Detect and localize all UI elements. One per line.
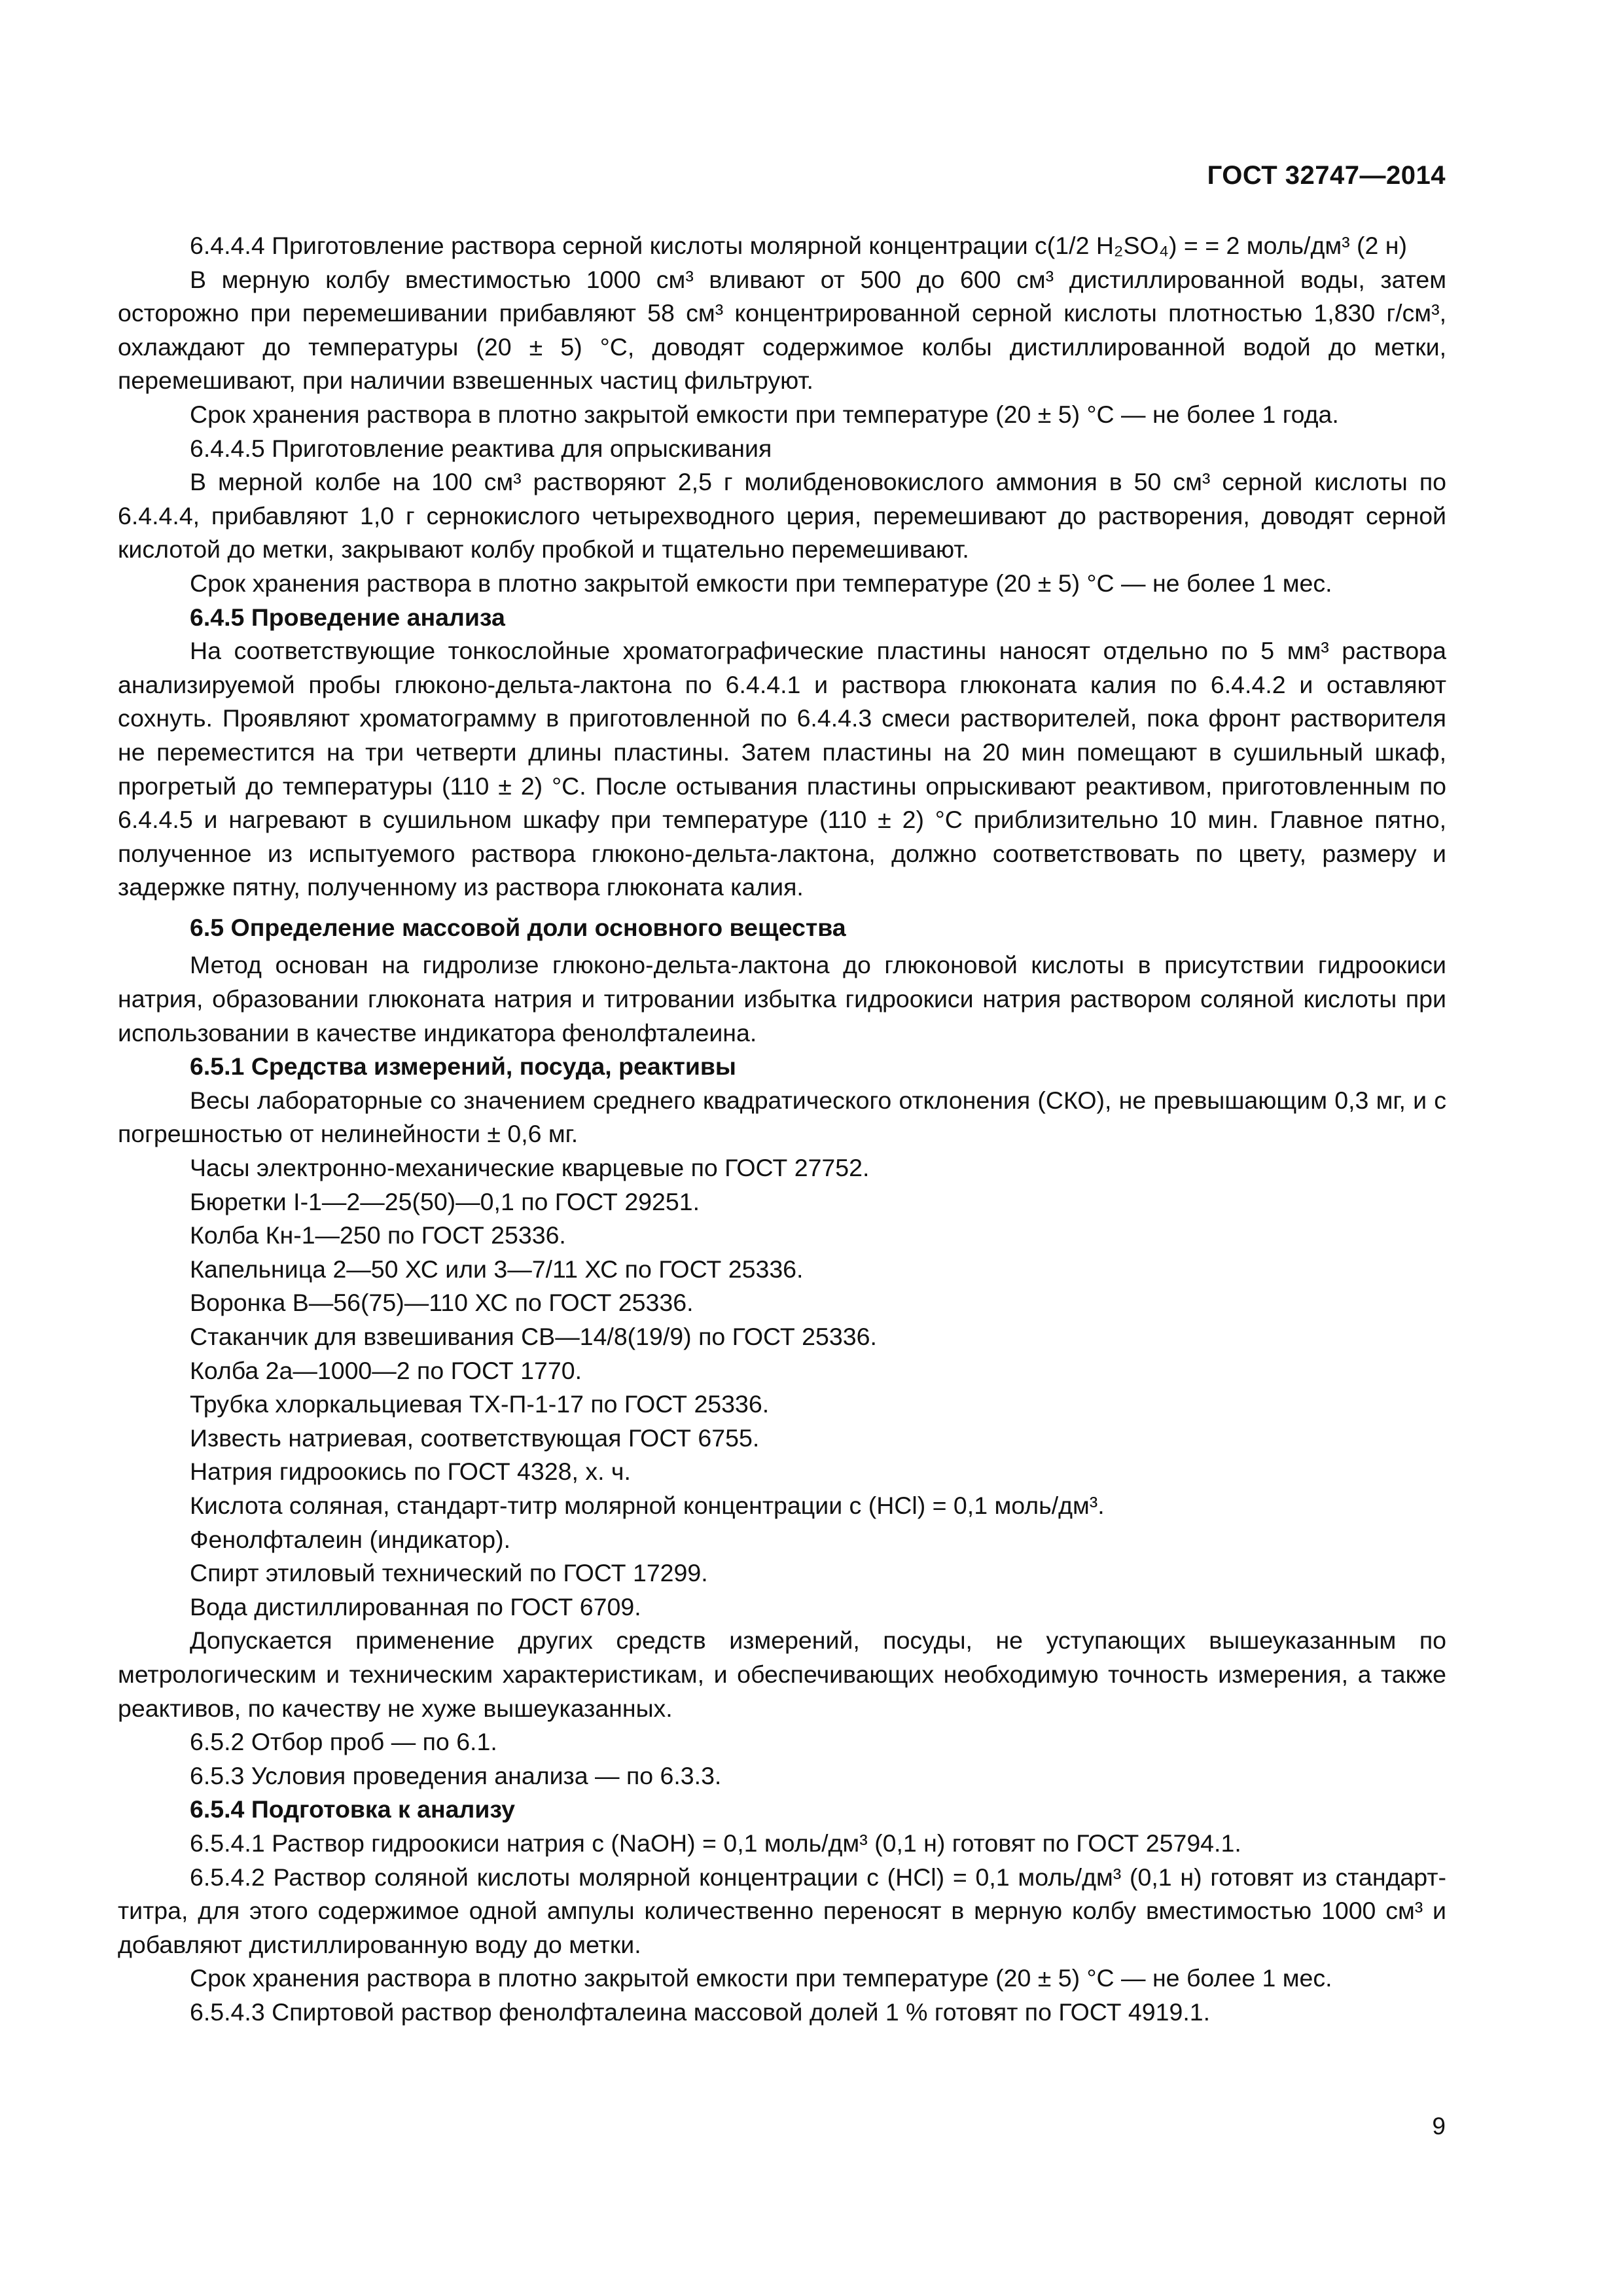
list-item: Натрия гидроокись по ГОСТ 4328, х. ч. <box>190 1458 631 1486</box>
clause-6-4-4-4-title: 6.4.4.4 Приготовление раствора серной кислоты молярной концентрации c(1/2 H₂SO₄) = = 2 моль/дм³ (2 н) <box>190 232 1407 259</box>
list-item: Фенолфталеин (индикатор). <box>190 1525 511 1553</box>
clause-6-5-2: 6.5.2 Отбор проб — по 6.1. <box>190 1728 497 1756</box>
list-item: Кислота соляная, стандарт-титр молярной концентрации c (HCl) = 0,1 моль/дм³. <box>190 1491 1105 1519</box>
list-item: Колба Кн-1—250 по ГОСТ 25336. <box>190 1221 566 1249</box>
standard-code-header: ГОСТ 32747—2014 <box>1207 161 1446 190</box>
clause-6-4-4-5-title: 6.4.4.5 Приготовление реактива для опрыскивания <box>190 434 772 462</box>
section-heading-6-5: 6.5 Определение массовой доли основного вещества <box>190 913 846 941</box>
list-item: Вода дистиллированная по ГОСТ 6709. <box>190 1592 641 1621</box>
paragraph: В мерной колбе на 100 см³ растворяют 2,5 г молибденовокислого аммония в 50 см³ серной кислоты по 6.4.4.4, прибавляют 1,0 г сернокислого четырехводного церия, перемешивают до растворения, доводят серной кислотой до метки, закрывают колбу пробкой и тщательно перемешивают. <box>118 468 1446 564</box>
list-item: Стаканчик для взвешивания СВ—14/8(19/9) по ГОСТ 25336. <box>190 1323 877 1350</box>
list-item: Капельница 2—50 ХС или 3—7/11 ХС по ГОСТ 25336. <box>190 1255 804 1283</box>
section-heading-6-4-5: 6.4.5 Проведение анализа <box>190 603 505 631</box>
paragraph: Весы лабораторные со значением среднего квадратического отклонения (СКО), не превышающим 0,3 мг, и с погрешностью от нелинейности ± 0,6 мг. <box>118 1086 1446 1148</box>
clause-6-5-4-2: 6.5.4.2 Раствор соляной кислоты молярной концентрации c (HCl) = 0,1 моль/дм³ (0,1 н) готовят из стандарт-титра, для этого содержимое одной ампулы количественно переносят в мерную колбу вместимостью 1000 см³ и добавляют дистиллированную воду до метки. <box>118 1863 1446 1958</box>
paragraph: Срок хранения раствора в плотно закрытой емкости при температуре (20 ± 5) °С — не более 1 мес. <box>190 1964 1332 1992</box>
paragraph: Срок хранения раствора в плотно закрытой емкости при температуре (20 ± 5) °С — не более 1 года. <box>190 400 1339 428</box>
list-item: Трубка хлоркальциевая ТХ-П-1-17 по ГОСТ 25336. <box>190 1390 770 1418</box>
list-item: Известь натриевая, соответствующая ГОСТ 6755. <box>190 1424 760 1452</box>
page-number: 9 <box>1432 2113 1446 2140</box>
section-heading-6-5-4: 6.5.4 Подготовка к анализу <box>190 1795 515 1823</box>
clause-6-5-3: 6.5.3 Условия проведения анализа — по 6.3.3. <box>190 1761 722 1789</box>
paragraph: Метод основан на гидролизе глюконо-дельта-лактона до глюконовой кислоты в присутствии гидроокиси натрия, образовании глюконата натрия и титровании избытка гидроокиси натрия раствором соляной кислоты при использовании в качестве индикатора фенолфталеина. <box>118 951 1446 1047</box>
list-item: Часы электронно-механические кварцевые по ГОСТ 27752. <box>190 1154 870 1182</box>
paragraph: На соответствующие тонкослойные хроматографические пластины наносят отдельно по 5 мм³ раствора анализируемой пробы глюконо-дельта-лактона по 6.4.4.1 и раствора глюконата калия по 6.4.4.2 и оставляют сохнуть. Проявляют хроматограмму в приготовленной по 6.4.4.3 смеси растворителей, пока фронт растворителя не переместится на три четверти длины пластины. Затем пластины на 20 мин помещают в сушильный шкаф, прогретый до температуры (110 ± 2) °С. После остывания пластины опрыскивают реактивом, приготовленным по 6.4.4.5 и нагревают в сушильном шкафу при температуре (110 ± 2) °С приблизительно 10 мин. Главное пятно, полученное из испытуемого раствора глюконо-дельта-лактона, должно соответствовать по цвету, размеру и задержке пятну, полученному из раствора глюконата калия. <box>118 637 1446 901</box>
clause-6-5-4-1: 6.5.4.1 Раствор гидроокиси натрия c (NaOH) = 0,1 моль/дм³ (0,1 н) готовят по ГОСТ 25794.1. <box>190 1829 1241 1857</box>
paragraph: Допускается применение других средств измерений, посуды, не уступающих вышеуказанным по метрологическим и техническим характеристикам, и обеспечивающих необходимую точность измерения, а также реактивов, по качеству не хуже вышеуказанных. <box>118 1626 1446 1722</box>
clause-6-5-4-3: 6.5.4.3 Спиртовой раствор фенолфталеина массовой долей 1 % готовят по ГОСТ 4919.1. <box>190 1998 1211 2026</box>
list-item: Бюретки I-1—2—25(50)—0,1 по ГОСТ 29251. <box>190 1187 700 1215</box>
paragraph: Срок хранения раствора в плотно закрытой емкости при температуре (20 ± 5) °С — не более 1 мес. <box>190 569 1332 597</box>
section-heading-6-5-1: 6.5.1 Средства измерений, посуда, реактивы <box>190 1052 736 1081</box>
list-item: Колба 2а—1000—2 по ГОСТ 1770. <box>190 1356 582 1384</box>
list-item: Воронка В—56(75)—110 ХС по ГОСТ 25336. <box>190 1289 694 1317</box>
paragraph: В мерную колбу вместимостью 1000 см³ вливают от 500 до 600 см³ дистиллированной воды, затем осторожно при перемешивании прибавляют 58 см³ концентрированной серной кислоты плотностью 1,830 г/см³, охлаждают до температуры (20 ± 5) °С, доводят содержимое колбы дистиллированной водой до метки, перемешивают, при наличии взвешенных частиц фильтруют. <box>118 265 1446 395</box>
list-item: Спирт этиловый технический по ГОСТ 17299. <box>190 1559 708 1587</box>
document-body <box>118 229 1446 2029</box>
